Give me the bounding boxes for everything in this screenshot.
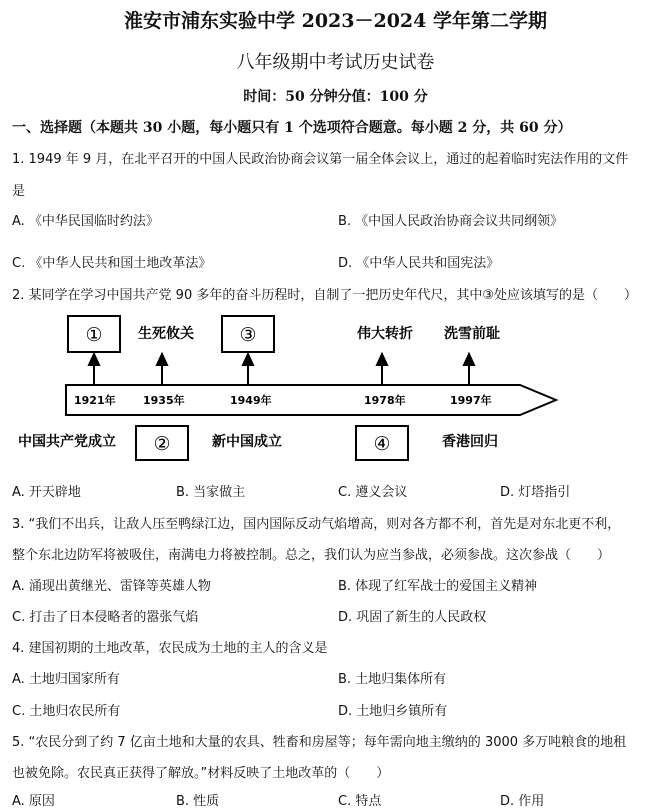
timeline-box-1-label: ① [85,324,103,346]
timeline-box-2-label: ② [153,433,171,455]
history-timeline [0,308,671,468]
timeline-box-4-label: ④ [373,433,391,455]
q4-option-b[interactable]: B. 土地归集体所有 [338,672,447,687]
timeline-year-3: 1949年 [230,394,272,407]
q3-option-b[interactable]: B. 体现了红军战士的爱国主义精神 [338,579,538,594]
q3-stem-line2: 整个东北边防军将被吸住，南满电力将被控制。总之，我们认为应当参战，必须参战。这次参战（ ） [12,548,611,563]
timeline-year-1: 1921年 [74,394,116,407]
q5-option-d[interactable]: D. 作用 [500,794,545,809]
q3-stem-line1: 3. “我们不出兵，让敌人压至鸭绿江边，国内国际反动气焰增高，则对各方都不利，首先是对东北更不利， [12,517,621,532]
q1-option-a[interactable]: A. 《中华民国临时约法》 [12,214,159,229]
q2-stem-line1: 2. 某同学在学习中国共产党 90 多年的奋斗历程时，自制了一把历史年代尺，其中③处应该填写的是（ ） [12,288,637,303]
exam-meta: 时间：50 分钟分值：100 分 [243,89,428,105]
q5-option-a[interactable]: A. 原因 [12,794,55,809]
timeline-bottom-label-2: 新中国成立 [212,434,282,450]
timeline-top-label-3: 洗雪前耻 [444,326,500,342]
exam-title: 淮安市浦东实验中学 2023－2024 学年第二学期 [124,10,547,32]
exam-subtitle: 八年级期中考试历史试卷 [236,52,435,73]
timeline-box-3-label: ③ [239,324,257,346]
section-heading: 一、选择题（本题共 30 小题，每小题只有 1 个选项符合题意。每小题 2 分，共 60 分） [12,120,572,136]
q4-option-d[interactable]: D. 土地归乡镇所有 [338,704,448,719]
q5-stem-line1: 5. “农民分到了约 7 亿亩土地和大量的农具、牲畜和房屋等；每年需向地主缴纳的 3000 多万吨粮食的地租 [12,735,627,750]
timeline-top-label-1: 生死攸关 [138,326,194,342]
q3-option-c[interactable]: C. 打击了日本侵略者的嚣张气焰 [12,610,199,625]
q2-option-c[interactable]: C. 遵义会议 [338,485,408,500]
q1-stem-line1: 1. 1949 年 9 月，在北平召开的中国人民政治协商会议第一届全体会议上，通过的起着临时宪法作用的文件 [12,152,629,167]
q2-option-a[interactable]: A. 开天辟地 [12,485,81,500]
timeline-up-arrows [89,354,474,384]
timeline-bottom-label-3: 香港回归 [442,434,498,450]
q5-option-c[interactable]: C. 特点 [338,794,382,809]
q5-stem-line2: 也被免除。农民真正获得了解放。”材料反映了土地改革的（ ） [12,766,390,781]
timeline-year-2: 1935年 [143,394,185,407]
timeline-top-label-2: 伟大转折 [357,326,413,342]
q5-option-b[interactable]: B. 性质 [176,794,220,809]
q4-stem-line1: 4. 建国初期的土地改革，农民成为土地的主人的含义是 [12,641,328,656]
timeline-year-4: 1978年 [364,394,406,407]
q4-option-c[interactable]: C. 土地归农民所有 [12,704,121,719]
timeline-year-5: 1997年 [450,394,492,407]
q1-option-c[interactable]: C. 《中华人民共和国土地改革法》 [12,256,212,271]
q2-option-d[interactable]: D. 灯塔指引 [500,485,571,500]
q3-option-d[interactable]: D. 巩固了新生的人民政权 [338,610,487,625]
q1-option-d[interactable]: D. 《中华人民共和国宪法》 [338,256,500,271]
q4-option-a[interactable]: A. 土地归国家所有 [12,672,120,687]
timeline-bottom-label-1: 中国共产党成立 [18,434,116,450]
q1-stem-line2: 是 [12,184,26,199]
q3-option-a[interactable]: A. 涌现出黄继光、雷锋等英雄人物 [12,579,211,594]
q2-option-b[interactable]: B. 当家做主 [176,485,246,500]
q1-option-b[interactable]: B. 《中国人民政治协商会议共同纲领》 [338,214,564,229]
